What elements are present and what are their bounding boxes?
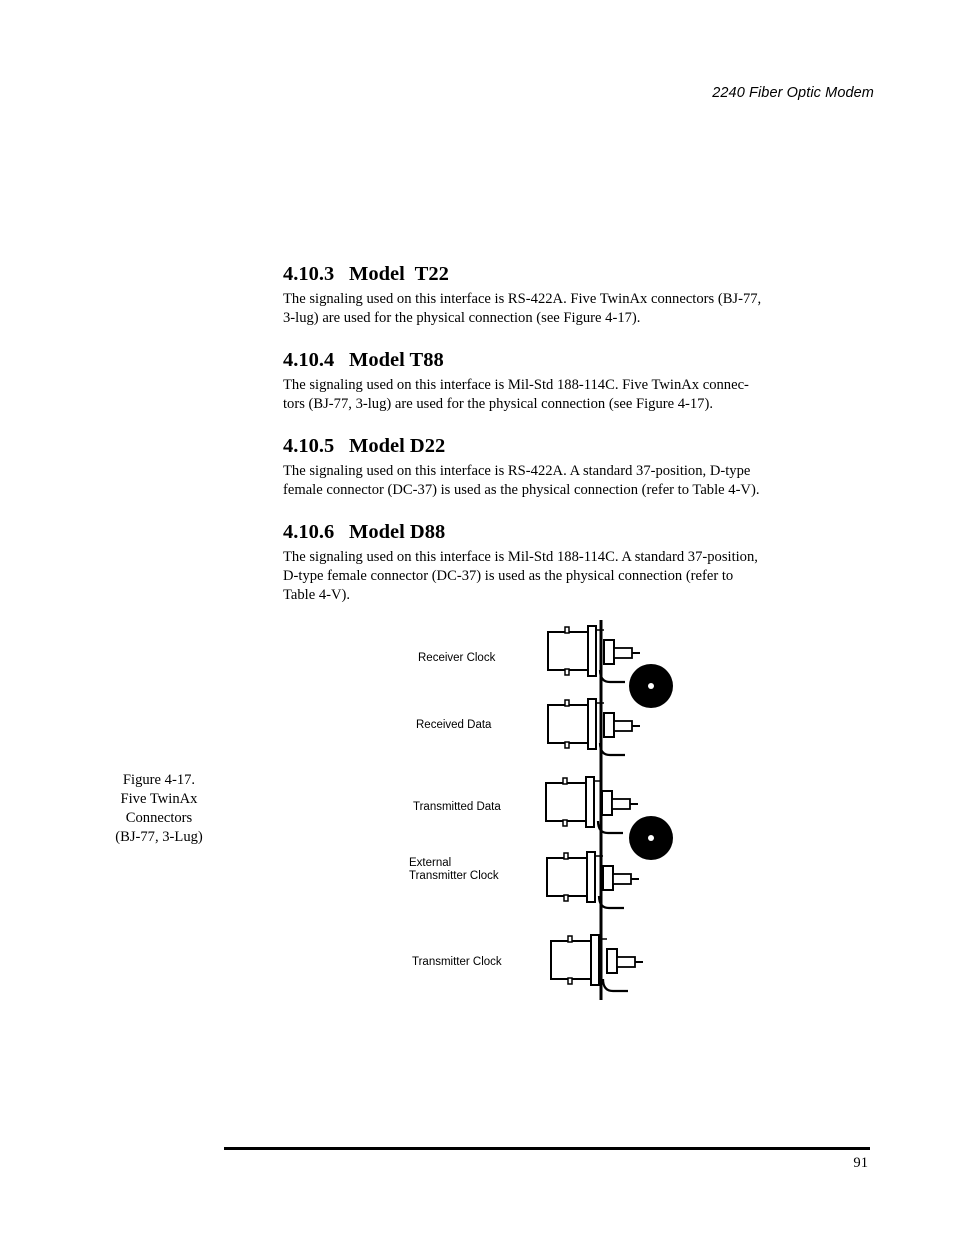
body-line: The signaling used on this interface is RS-422A. Five TwinAx connectors (BJ-77, — [283, 291, 762, 307]
footer-rule — [224, 1147, 870, 1150]
connector-received-data — [548, 699, 640, 755]
section-heading — [283, 520, 798, 544]
section-heading — [283, 348, 798, 372]
section-heading — [283, 262, 798, 286]
body-line: female connector (DC-37) is used as the physical connection (refer to Table 4-V). — [283, 482, 760, 498]
section-title: Model T22 — [349, 263, 449, 285]
caption-line: Connectors — [125, 810, 193, 826]
section-body — [283, 548, 798, 605]
section-body — [283, 376, 798, 414]
body-line: Table 4-V). — [283, 587, 351, 603]
section-number: 4.10.5 — [283, 435, 335, 457]
body-line: The signaling used on this interface is RS-422A. A standard 37-position, D-type — [283, 463, 751, 479]
main-content — [283, 262, 798, 625]
twinax-connector-figure — [400, 612, 690, 1007]
section-body — [283, 290, 798, 328]
page-number: 91 — [853, 1155, 868, 1171]
label-received-data: Received Data — [416, 719, 492, 731]
section-body — [283, 462, 798, 500]
caption-line: (BJ-77, 3-Lug) — [115, 829, 203, 845]
section-number: 4.10.4 — [283, 349, 335, 371]
connector-diagram — [400, 612, 690, 1007]
section-4-10-3 — [283, 262, 798, 328]
figure-caption — [104, 771, 214, 847]
body-line: tors (BJ-77, 3-lug) are used for the physical connection (see Figure 4-17). — [283, 396, 713, 412]
cable-end-upper-center — [648, 683, 654, 689]
caption-line: Five TwinAx — [120, 791, 198, 807]
cable-end-lower-center — [648, 835, 654, 841]
body-line: The signaling used on this interface is Mil-Std 188-114C. Five TwinAx connec- — [283, 377, 749, 393]
running-header: 2240 Fiber Optic Modem — [712, 85, 874, 101]
label-transmitted-data: Transmitted Data — [413, 801, 501, 813]
caption-line: Figure 4-17. — [122, 772, 196, 788]
section-title: Model D88 — [349, 521, 446, 543]
label-external-transmitter-clock: Transmitter Clock — [409, 870, 499, 882]
label-receiver-clock: Receiver Clock — [418, 652, 496, 664]
label-external: External — [409, 857, 452, 869]
body-line: D-type female connector (DC-37) is used as the physical connection (refer to — [283, 568, 734, 584]
connector-transmitter-clock — [551, 935, 643, 991]
section-heading — [283, 434, 798, 458]
connector-transmitted-data — [546, 777, 638, 833]
section-4-10-5 — [283, 434, 798, 500]
section-number: 4.10.3 — [283, 263, 335, 285]
connector-receiver-clock — [548, 626, 640, 682]
section-title: Model D22 — [349, 435, 446, 457]
section-4-10-4 — [283, 348, 798, 414]
connector-external-transmitter-clock — [547, 852, 639, 908]
section-title: Model T88 — [349, 349, 444, 371]
section-4-10-6 — [283, 520, 798, 605]
body-line: 3-lug) are used for the physical connection (see Figure 4-17). — [283, 310, 641, 326]
section-number: 4.10.6 — [283, 521, 335, 543]
body-line: The signaling used on this interface is Mil-Std 188-114C. A standard 37-position, — [283, 549, 758, 565]
label-transmitter-clock: Transmitter Clock — [412, 956, 502, 968]
